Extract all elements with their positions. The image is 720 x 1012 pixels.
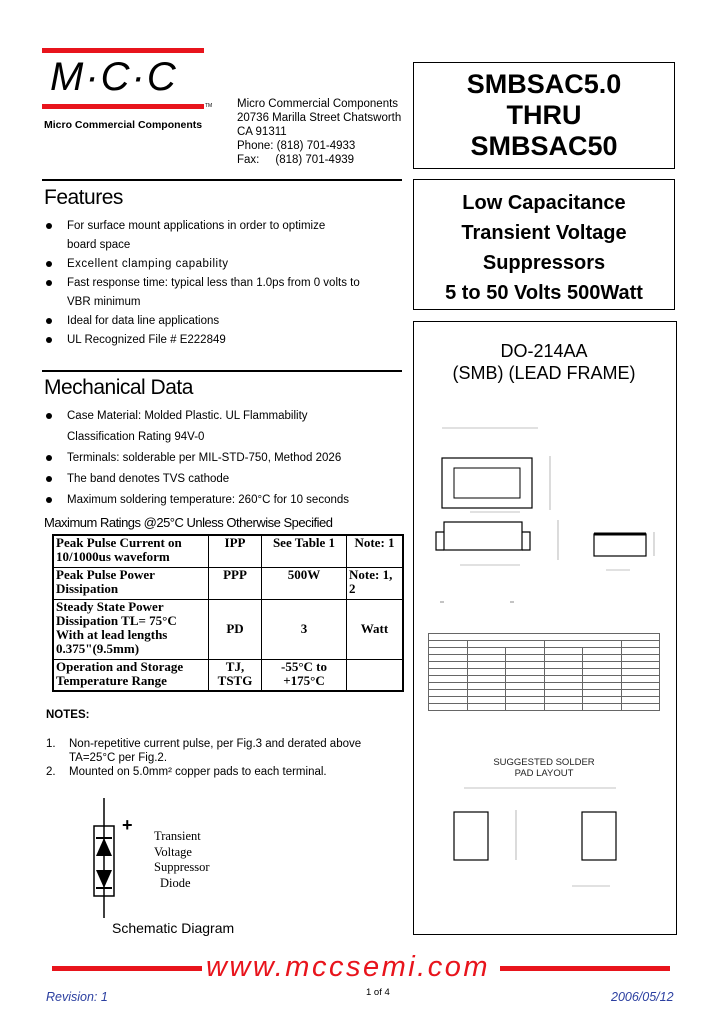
list-item [46, 274, 406, 312]
value-cell: See Table 1 [262, 535, 347, 567]
list-item [46, 469, 406, 490]
footer-rule-left [52, 966, 202, 971]
feature-text: Fast response time: typical less than 1.0ps from 0 volts to [67, 277, 360, 289]
mechanical-text: The band denotes TVS cathode [67, 473, 230, 485]
list-item [46, 331, 406, 350]
package-subtitle: (SMB) (LEAD FRAME) [452, 363, 636, 383]
table-row [429, 634, 660, 641]
symbol-cell: PD [209, 599, 262, 659]
table-row [429, 697, 660, 704]
logo-bottom-bar [42, 104, 204, 109]
package-name: DO-214AA [500, 341, 588, 361]
tvs-diode-schematic [90, 798, 150, 918]
bullet-icon [46, 223, 52, 229]
website-link[interactable]: www.mccsemi.com [206, 951, 491, 983]
schematic-label [154, 829, 210, 891]
feature-text: VBR minimum [67, 296, 141, 308]
table-row [53, 567, 403, 599]
table-row [429, 676, 660, 683]
symbol-cell: PPP [209, 567, 262, 599]
dimensions-table [428, 633, 660, 711]
value-cell: -55°C to +175°C [262, 659, 347, 691]
page-number: 1 of 4 [366, 987, 390, 998]
solder-pad-title [413, 757, 675, 779]
solder-pad-drawing [440, 780, 650, 900]
bullet-icon [46, 318, 52, 324]
table-row [429, 655, 660, 662]
features-rule [42, 179, 402, 181]
note-1 [46, 737, 406, 765]
symbol-cell: IPP [209, 535, 262, 567]
unit-cell [347, 659, 404, 691]
trademark: TM [205, 103, 213, 109]
mechanical-text: Classification Rating 94V-0 [67, 431, 205, 443]
table-row [53, 659, 403, 691]
fax-label: Fax: [237, 154, 260, 166]
unit-cell: Note: 1, 2 [347, 567, 404, 599]
param-cell: Operation and Storage Temperature Range [53, 659, 209, 691]
schematic-label-line: Suppressor [154, 860, 210, 874]
mechanical-title: Mechanical Data [44, 376, 193, 399]
schematic-label-line: Diode [160, 875, 191, 890]
revision-date: 2006/05/12 [611, 990, 674, 1004]
list-item [46, 448, 406, 469]
part-number-line2: THRU [506, 100, 582, 130]
feature-text: Excellent clamping capability [67, 258, 229, 270]
features-title: Features [44, 186, 123, 209]
package-outline-drawing [430, 420, 670, 610]
list-item [46, 312, 406, 331]
table-row [53, 535, 403, 567]
footer-rule-right [500, 966, 670, 971]
part-number-line1: SMBSAC5.0 [466, 69, 622, 99]
revision-label: Revision: 1 [46, 990, 108, 1004]
phone-line [237, 139, 401, 153]
bullet-icon [46, 455, 52, 461]
value-cell: 500W [262, 567, 347, 599]
table-row [429, 683, 660, 690]
list-item [46, 255, 406, 274]
note-text: Non-repetitive current pulse, per Fig.3 and derated above [69, 738, 362, 750]
features-list [46, 217, 406, 350]
mechanical-rule [42, 370, 402, 372]
bullet-icon [46, 280, 52, 286]
note-number: 1. [46, 738, 56, 750]
param-cell: Peak Pulse Power Dissipation [53, 567, 209, 599]
param-cell: Steady State Power Dissipation TL= 75°C With at lead lengths 0.375"(9.5mm) [53, 599, 209, 659]
note-text: TA=25°C per Fig.2. [69, 752, 168, 764]
unit-cell: Watt [347, 599, 404, 659]
value-cell: 3 [262, 599, 347, 659]
table-row [429, 704, 660, 711]
schematic-label-line: Voltage [154, 844, 192, 859]
feature-text: board space [67, 239, 131, 251]
logo-top-bar [42, 48, 204, 53]
schematic-plus: + [122, 815, 133, 835]
bullet-icon [46, 413, 52, 419]
phone-label: Phone: [237, 140, 274, 152]
solder-title-line: PAD LAYOUT [514, 768, 574, 779]
company-address [237, 97, 401, 167]
param-cell: Peak Pulse Current on 10/1000us waveform [53, 535, 209, 567]
description-line3: Suppressors [482, 252, 606, 274]
description-box [413, 179, 675, 310]
table-row [429, 690, 660, 697]
feature-text: UL Recognized File # E222849 [67, 334, 226, 346]
solder-title-line: SUGGESTED SOLDER [493, 757, 595, 768]
part-number-box [413, 62, 675, 169]
feature-text: For surface mount applications in order to optimize [67, 220, 326, 232]
address-line: CA 91311 [237, 126, 287, 138]
phone-number: (818) 701-4933 [276, 140, 356, 152]
feature-text: Ideal for data line applications [67, 315, 220, 327]
address-line: Micro Commercial Components [237, 98, 399, 110]
bullet-icon [46, 261, 52, 267]
symbol-cell: TJ, TSTG [209, 659, 262, 691]
bullet-icon [46, 337, 52, 343]
mechanical-list [46, 406, 406, 511]
note-number: 2. [46, 766, 56, 778]
address-line: 20736 Marilla Street Chatsworth [237, 112, 402, 124]
list-item [46, 490, 406, 511]
table-row [53, 599, 403, 659]
note-text: Mounted on 5.0mm² copper pads to each terminal. [69, 766, 327, 778]
ratings-table [52, 534, 404, 692]
table-row [429, 648, 660, 655]
unit-cell: Note: 1 [347, 535, 404, 567]
description-line1: Low Capacitance [462, 192, 626, 214]
list-item [46, 406, 406, 448]
fax-number: (818) 701-4939 [275, 154, 355, 166]
ratings-title: Maximum Ratings @25°C Unless Otherwise Specified [44, 515, 333, 530]
description-line2: Transient Voltage [461, 222, 627, 244]
fax-line [237, 153, 401, 167]
schematic-label-line: Transient [154, 829, 201, 843]
mechanical-text: Terminals: solderable per MIL-STD-750, Method 2026 [67, 452, 342, 464]
bullet-icon [46, 476, 52, 482]
mechanical-text: Maximum soldering temperature: 260°C for 10 seconds [67, 494, 350, 506]
part-number-line3: SMBSAC50 [470, 131, 618, 161]
table-row [429, 669, 660, 676]
schematic-caption: Schematic Diagram [112, 920, 235, 936]
table-row [429, 662, 660, 669]
bullet-icon [46, 497, 52, 503]
mechanical-text: Case Material: Molded Plastic. UL Flammability [67, 410, 308, 422]
table-row [429, 641, 660, 648]
note-2 [46, 765, 406, 779]
company-logo: M·C·C [50, 55, 178, 99]
company-name: Micro Commercial Components [44, 119, 203, 131]
description-line4: 5 to 50 Volts 500Watt [445, 282, 643, 304]
package-title [413, 340, 675, 384]
list-item [46, 217, 406, 255]
notes-title: NOTES: [46, 709, 90, 721]
